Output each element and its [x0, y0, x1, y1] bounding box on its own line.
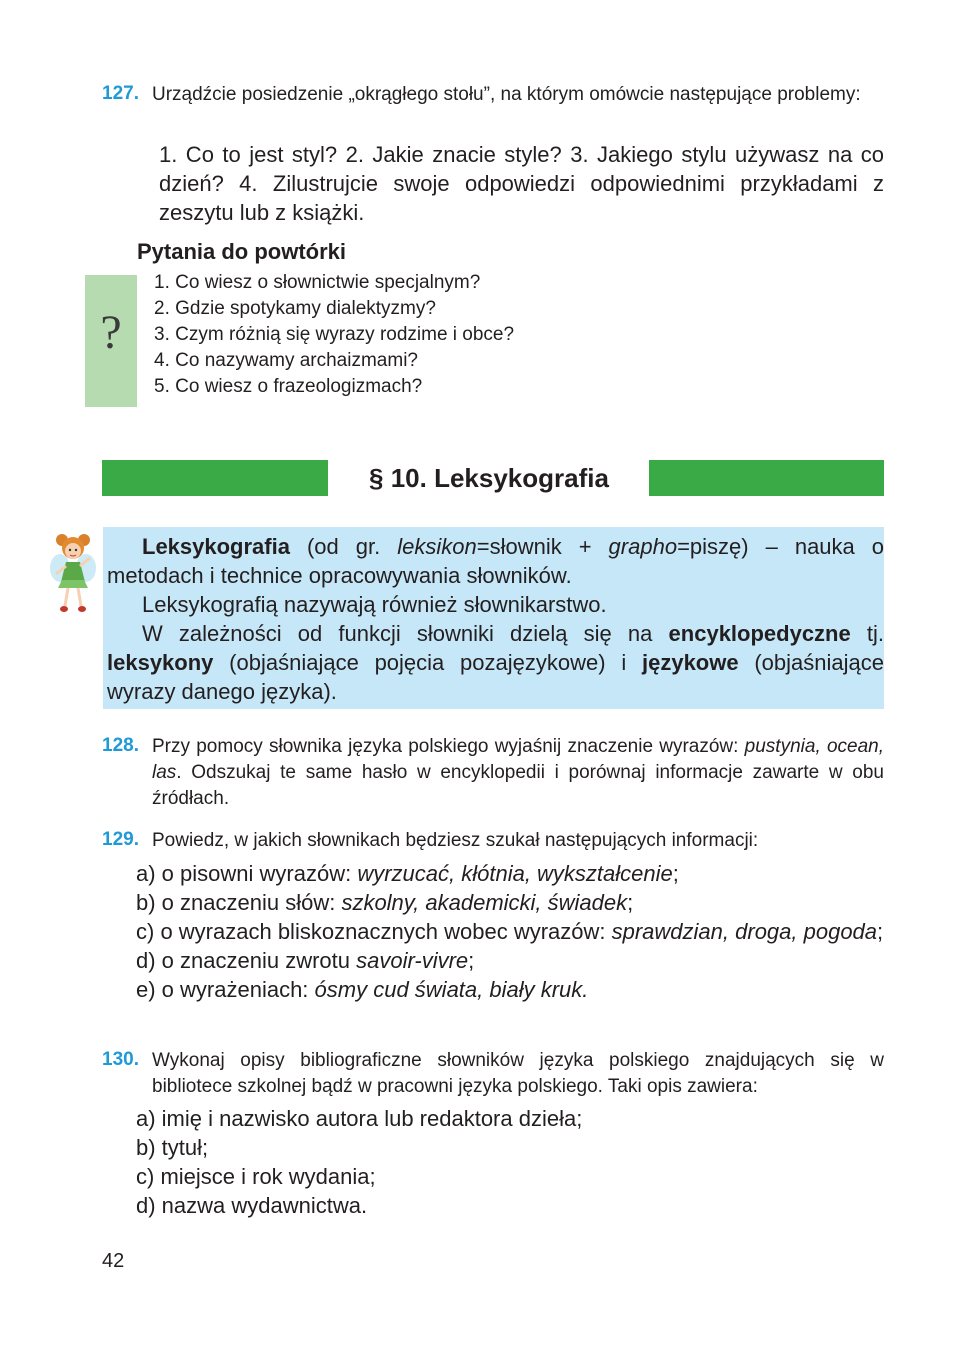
- text-italic: pustynia, ocean, las: [152, 736, 885, 783]
- review-question: 1. Co wiesz o słownictwie specjalnym?: [154, 272, 481, 293]
- list-item: [136, 917, 884, 946]
- list-item: [136, 888, 884, 917]
- list-item: [136, 859, 884, 888]
- text-italic: ósmy cud świata, biały kruk.: [314, 977, 589, 1002]
- text-run: d) o znaczeniu zwrotu: [136, 948, 357, 973]
- text-italic: sprawdzian, droga, pogoda: [611, 919, 878, 944]
- definition-paragraph: Leksykografią nazywają również słownikarstwo.: [142, 592, 607, 617]
- list-item: [136, 975, 884, 1004]
- definition-text: [107, 532, 884, 706]
- text-run: a) o pisowni wyrazów:: [136, 861, 358, 886]
- text-run: tj.: [850, 621, 884, 646]
- text-run: =piszę) – nauka o metodach i technice opracowywania słowników.: [107, 534, 885, 588]
- text-run: ;: [877, 919, 884, 944]
- section-bar-right: [649, 460, 884, 496]
- exercise-number: 127.: [102, 83, 139, 104]
- exercise-intro: [152, 82, 884, 108]
- fairy-girl-illustration: [48, 528, 98, 616]
- question-mark-icon: ?: [100, 306, 122, 359]
- text-italic: szkolny, akademicki, świadek: [341, 890, 628, 915]
- exercise-list: [136, 1104, 884, 1220]
- text-run: (od gr.: [289, 534, 398, 559]
- review-title: Pytania do powtórki: [137, 239, 347, 264]
- review-questions: [154, 270, 854, 400]
- section-title: § 10. Leksykografia: [369, 463, 609, 493]
- text-italic: savoir-vivre: [356, 948, 469, 973]
- review-question: 2. Gdzie spotykamy dialektyzmy?: [154, 298, 436, 319]
- review-question: 3. Czym różnią się wyrazy rodzime i obce?: [154, 324, 515, 345]
- text-run: c) o wyrazach bliskoznacznych wobec wyrazów:: [136, 919, 612, 944]
- term-italic: leksikon: [397, 534, 477, 559]
- text-run: W zależności od funkcji słowniki dzielą się na: [142, 621, 669, 646]
- review-question: 5. Co wiesz o frazeologizmach?: [154, 376, 423, 397]
- list-item: b) tytuł;: [136, 1135, 209, 1160]
- exercise-number: 129.: [102, 829, 139, 850]
- exercise-intro-text: Urządźcie posiedzenie „okrągłego stołu”, na którym omówcie następujące problemy:: [152, 84, 861, 105]
- exercise-body: 1. Co to jest styl? 2. Jakie znacie style? 3. Jakiego stylu używasz na co dzień? 4. Zilustrujcie swoje odpowiedzi odpowiednimi przykładami z zeszytu lub z książki.: [159, 142, 884, 225]
- text-run: b) o znaczeniu słów:: [136, 890, 342, 915]
- text-run: e) o wyrażeniach:: [136, 977, 315, 1002]
- exercise-list: [136, 859, 884, 1004]
- text-run: (objaśniające pojęcia pozajęzykowe) i: [213, 650, 642, 675]
- exercise-intro: Wykonaj opisy bibliograficzne słowników języka polskiego znajdujących się w bibliotece szkolnej bądź w pracowni języka polskiego. Taki opis zawiera:: [152, 1050, 884, 1097]
- text-italic: wyrzucać, kłótnia, wykształcenie: [357, 861, 673, 886]
- section-bar-left: [102, 460, 328, 496]
- term-bold: Leksykografia: [142, 534, 290, 559]
- exercise-number: 130.: [102, 1049, 139, 1070]
- list-item: d) nazwa wydawnictwa.: [136, 1193, 368, 1218]
- page-number: 42: [102, 1250, 125, 1272]
- text-run: ;: [627, 890, 634, 915]
- text-run: ;: [468, 948, 475, 973]
- term-italic: grapho: [608, 534, 678, 559]
- text-run: . Odszukaj te same hasło w encyklopedii i porównaj informacje zawarte w obu źródłach.: [152, 762, 884, 809]
- exercise-intro: Powiedz, w jakich słownikach będziesz szukał następujących informacji:: [152, 830, 759, 851]
- list-item: [136, 946, 884, 975]
- text-run: =słownik +: [476, 534, 609, 559]
- list-item: a) imię i nazwisko autora lub redaktora dzieła;: [136, 1106, 583, 1131]
- review-question: 4. Co nazywamy archaizmami?: [154, 350, 418, 371]
- definition-paragraph: [107, 619, 884, 706]
- text-run: ;: [672, 861, 679, 886]
- exercise-number: 128.: [102, 735, 139, 756]
- text-run: Przy pomocy słownika języka polskiego wyjaśnij znaczenie wyrazów:: [152, 736, 745, 757]
- definition-paragraph: [107, 532, 884, 590]
- term-bold: językowe: [641, 650, 739, 675]
- term-bold: leksykony: [107, 650, 214, 675]
- text-run: (objaśniające wyrazy danego języka).: [107, 650, 884, 704]
- list-item: c) miejsce i rok wydania;: [136, 1164, 376, 1189]
- term-bold: encyklopedyczne: [668, 621, 851, 646]
- exercise-text: [152, 734, 884, 812]
